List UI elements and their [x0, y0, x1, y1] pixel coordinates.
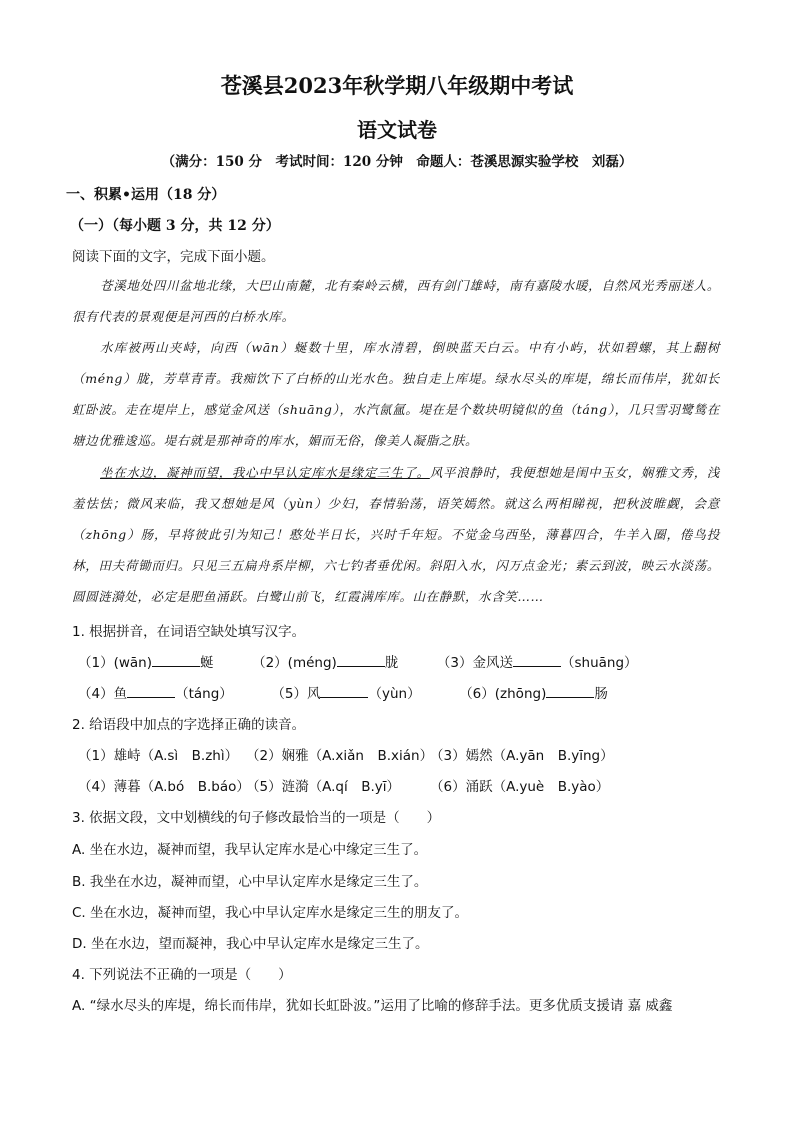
question-1-stem: 1. 根据拼音，在词语空缺处填写汉字。 [72, 624, 306, 640]
q3-option-b: B. 我坐在水边，凝神而望，心中早认定库水是缘定三生了。 [72, 874, 428, 890]
answer-blank[interactable] [127, 685, 175, 698]
part-heading: （一）（每小题 3 分，共 12 分） [70, 218, 280, 234]
q1-item-6-label: （6）(zhōng) [459, 686, 547, 702]
answer-blank[interactable] [320, 685, 368, 698]
q1-item-6-suffix: 肠 [594, 686, 608, 702]
q2-item-1: （1）雄峙（A.sì B.zhì） [78, 748, 239, 764]
question-1-row-1 [78, 651, 638, 671]
answer-blank[interactable] [546, 685, 594, 698]
q3-option-c: C. 坐在水边，凝神而望，我心中早认定库水是缘定三生的朋友了。 [72, 905, 469, 921]
passage-paragraph-3 [72, 457, 720, 612]
question-2-row-2 [78, 775, 609, 795]
q1-item-1-suffix: 蜒 [200, 655, 214, 671]
section-heading: 一、积累•运用（18 分） [66, 187, 226, 203]
q1-item-5-label: （5）风 [271, 686, 321, 702]
question-2-row-1 [78, 744, 614, 764]
passage-text-1: 苍溪地处四川盆地北缘，大巴山南麓，北有秦岭云横，西有剑门雄峙，南有嘉陵水暖，自然风光秀丽迷人。很有代表的景观便是河西的白桥水库。 [72, 278, 720, 324]
q1-item-1-label: （1）(wān) [78, 655, 152, 671]
exam-title: 苍溪县2023年秋学期八年级期中考试 [220, 73, 574, 98]
instruction: 阅读下面的文字，完成下面小题。 [72, 249, 275, 265]
q2-item-4: （4）薄暮（A.bó B.báo） [78, 779, 250, 795]
question-1-row-2 [78, 682, 608, 702]
question-2-stem: 2. 给语段中加点的字选择正确的读音。 [72, 717, 306, 733]
exam-subtitle: 语文试卷 [357, 118, 437, 142]
answer-blank[interactable] [337, 654, 385, 667]
q1-item-3-label: （3）金风送 [436, 655, 513, 671]
q1-item-3-suffix: （shuāng） [561, 655, 638, 671]
passage-paragraph-1 [72, 270, 720, 332]
q2-item-3: （3）嫣然（A.yān B.yīng） [430, 748, 614, 764]
passage-text-2: 水库被两山夹峙，向西（wān）蜒数十里，库水清碧，倒映蓝天白云。中有小屿，状如碧螺，其上翻树（méng）胧，芳草青青。我痴饮下了白桥的山光水色。独自走上库堤。绿水尽头的库堤，绵长而伟岸，犹如长虹卧波。走在堤岸上，感觉金风送（shuāng），水汽氤氲。堤在是个数块明镜似的鱼（táng），几只雪羽鹭鸶在塘边优雅逡巡。堤右就是那神奇的库水，媚而无俗，像美人凝脂之肤。 [72, 340, 720, 448]
answer-blank[interactable] [513, 654, 561, 667]
q3-option-a: A. 坐在水边，凝神而望，我早认定库水是心中缘定三生了。 [72, 842, 428, 858]
q2-item-5: （5）涟漪（A.qí B.yī） [246, 779, 400, 795]
q1-item-2-label: （2）(méng) [252, 655, 337, 671]
q1-item-4-suffix: （táng） [175, 686, 233, 702]
passage-text-3 [72, 457, 720, 612]
passage-text-3-rest: 风平浪静时，我便想她是闺中玉女，娴雅文秀，浅羞怯怯；微风来临，我又想她是风（yùn）少妇，春情骀荡，语笑嫣然。就这么两相睇视，把秋波睢觑，会意（zhōng）肠，早将彼此引为知己！憨处半日长，兴时千年短。不觉金乌西坠，薄暮四合，牛羊入圈，倦鸟投林，田夫荷锄而归。只见三五扁舟系岸柳，六七钓者垂优闲。斜阳入水，闪万点金光；素云到波，映云水淡荡。圆圆涟漪处，必定是肥鱼涌跃。白鹭山前飞，红霞满库库。山在静默，水含笑…… [72, 465, 720, 604]
exam-info: （满分：150 分 考试时间：120 分钟 命题人：苍溪思源实验学校 刘磊） [161, 154, 633, 170]
question-3-stem: 3. 依据文段，文中划横线的句子修改最恰当的一项是（ ） [72, 810, 441, 826]
answer-blank[interactable] [152, 654, 200, 667]
q1-item-2-suffix: 胧 [384, 655, 399, 671]
passage-paragraph-2 [72, 332, 720, 456]
q3-option-d: D. 坐在水边，望而凝神，我心中早认定库水是缘定三生了。 [72, 936, 429, 952]
q4-option-a: A. “绿水尽头的库堤，绵长而伟岸，犹如长虹卧波。”运用了比喻的修辞手法。更多优质支援请 嘉 威鑫 [72, 998, 673, 1014]
underlined-sentence: 坐在水边，凝神而望，我心中早认定库水是缘定三生了。 [100, 465, 430, 480]
question-4-stem: 4. 下列说法不正确的一项是（ ） [72, 967, 292, 983]
q2-item-2: （2）娴雅（A.xiǎn B.xián） [246, 748, 434, 764]
q2-item-6: （6）涌跃（A.yuè B.yào） [430, 779, 610, 795]
q1-item-5-suffix: （yùn） [368, 686, 421, 702]
q1-item-4-label: （4）鱼 [78, 686, 128, 702]
